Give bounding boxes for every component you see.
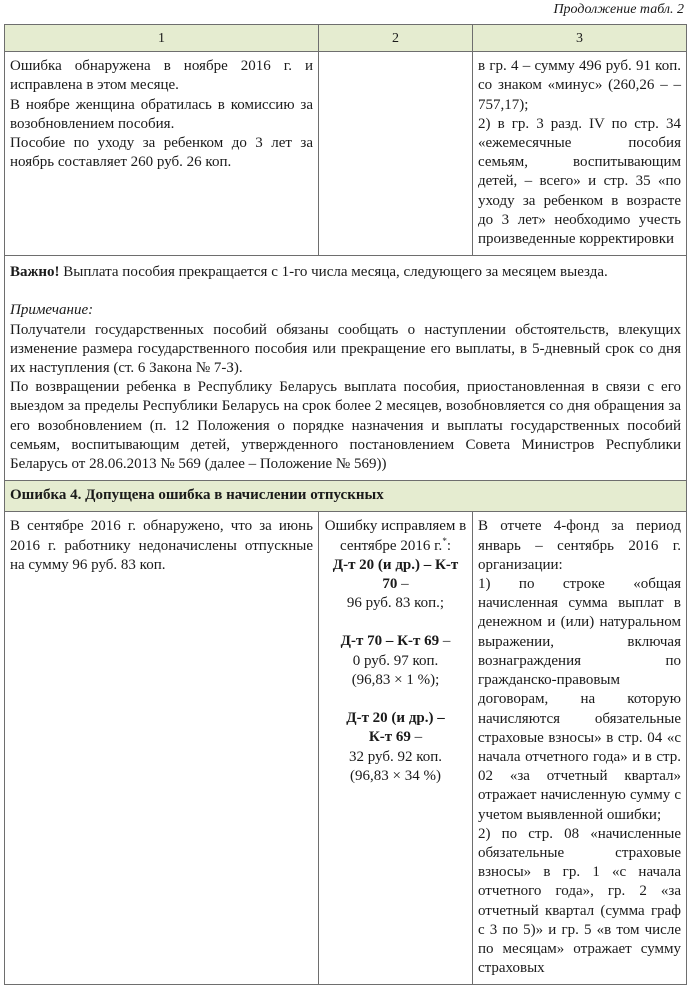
table-row (5, 512, 687, 985)
column-header-3: 3 (473, 25, 687, 52)
entry-1-amount: 96 руб. 83 коп.; (346, 595, 445, 612)
important-note (10, 263, 681, 282)
important-label: Важно! (10, 264, 60, 281)
row1-situation (5, 52, 319, 256)
column-header-1: 1 (5, 25, 319, 52)
entry-3-amount: 32 руб. 92 коп. (348, 748, 443, 765)
row1-report-text-1: в гр. 4 – сумму 496 руб. 91 коп. со знаком «минус» (260,26 – – 757,17); (478, 58, 681, 113)
error4-title: Ошибка 4. Допущена ошибка в начислении отпускных (5, 481, 687, 512)
error4-report-text-1: В отчете 4-фонд за период январь – сентябрь 2016 г. организации: (478, 518, 681, 573)
note-label: Примечание: (10, 302, 94, 319)
footnote-mark: * (442, 535, 447, 546)
row1-entries (319, 52, 473, 256)
row1-text-2: В ноябре женщина обратилась в комиссию за возобновлением пособия. (10, 96, 313, 132)
section-header-row (5, 481, 687, 512)
column-header-2: 2 (319, 25, 473, 52)
entry-3-credit (324, 728, 467, 747)
entry-3-credit-text: К-т 69 (368, 729, 411, 746)
error4-report (473, 512, 687, 985)
entry-2-calculation: (96,83 × 1 %); (351, 671, 440, 688)
error4-report-text-3: 2) по стр. 08 «начисленные обязательные страховые взносы» в гр. 1 «с начала отчетного года», гр. 2 «за отчетный квартал (сумма граф с 3 по 5)» и гр. 5 «в том числе по месяцам» отражает сумму страховых (478, 825, 681, 977)
entry-1-accounts-text: Д-т 20 (и др.) – К-т 70 (332, 556, 459, 593)
row1-text-3: Пособие по уходу за ребенком до 3 лет за ноябрь составляет 260 руб. 26 коп. (10, 135, 313, 171)
error4-intro (324, 517, 467, 555)
error4-intro-text: Ошибку исправляем в сентябре 2016 г. (324, 518, 467, 554)
corrections-table (4, 24, 687, 985)
continuation-caption: Продолжение табл. 2 (553, 2, 684, 17)
note-paragraph-2: По возвращении ребенка в Республику Беларусь выплата пособия, приостановленная в связи с его выездом за пределы Республики Беларусь на срок более 2 месяцев, возобновляется со дня обращения за его возобновлением (п. 12 Положения о порядке назначения и выплаты государственных пособий семьям, воспитывающим детей, утвержденного постановлением Совета Министров Республики Беларусь от 28.06.2013 № 569 (далее – Положение № 569)) (10, 379, 681, 473)
entry-2-accounts-text: Д-т 70 – К-т 69 (340, 633, 440, 650)
entry-2-accounts (324, 632, 467, 651)
table-header-row (5, 25, 687, 52)
error4-situation: В сентябре 2016 г. обнаружено, что за июнь 2016 г. работнику недоначислены отпускные на сумму 96 руб. 83 коп. (5, 512, 319, 985)
row1-text-1: Ошибка обнаружена в ноябре 2016 г. и исправлена в этом месяце. (10, 58, 313, 94)
entry-2-amount: 0 руб. 97 коп. (352, 652, 439, 669)
entry-3-calculation: (96,83 × 34 %) (350, 767, 441, 784)
entry-3-debit: Д-т 20 (и др.) – (346, 710, 445, 727)
entry-1-accounts (324, 556, 467, 594)
note-paragraph-1: Получатели государственных пособий обязаны сообщать о наступлении обстоятельств, влекущих изменение размера государственного пособия или прекращение его выплаты, в 5-дневный срок со дня их наступления (ст. 6 Закона № 7-З). (10, 321, 681, 377)
note-row (5, 256, 687, 481)
entry-2-dash: – (439, 633, 451, 650)
important-text: Выплата пособия прекращается с 1-го числа месяца, следующего за месяцем выезда. (59, 264, 608, 281)
table-row (5, 52, 687, 256)
error4-intro-end: : (446, 537, 451, 554)
entry-1-dash: – (397, 576, 409, 593)
note-cell (5, 256, 687, 481)
error4-entries (319, 512, 473, 985)
row1-report (473, 52, 687, 256)
entry-3-dash: – (410, 729, 423, 746)
error4-report-text-2: 1) по строке «общая начисленная сумма выплат в денежном и (или) натуральном выражении, включая вознаграждения по гражданско-правовым договорам, на которую начисляются обязательные страховые взносы» в стр. 04 «с начала отчетного года» и в стр. 02 «за отчетный квартал» отражает начисленную сумму с учетом выявленной ошибки; (478, 576, 681, 823)
row1-report-text-2: 2) в гр. 3 разд. IV по стр. 34 «ежемесячные пособия семьям, воспитывающим детей, – всего» и стр. 35 «по уходу за ребенком в возрасте до 3 лет» необходимо учесть произведенные корректировки (478, 115, 681, 248)
